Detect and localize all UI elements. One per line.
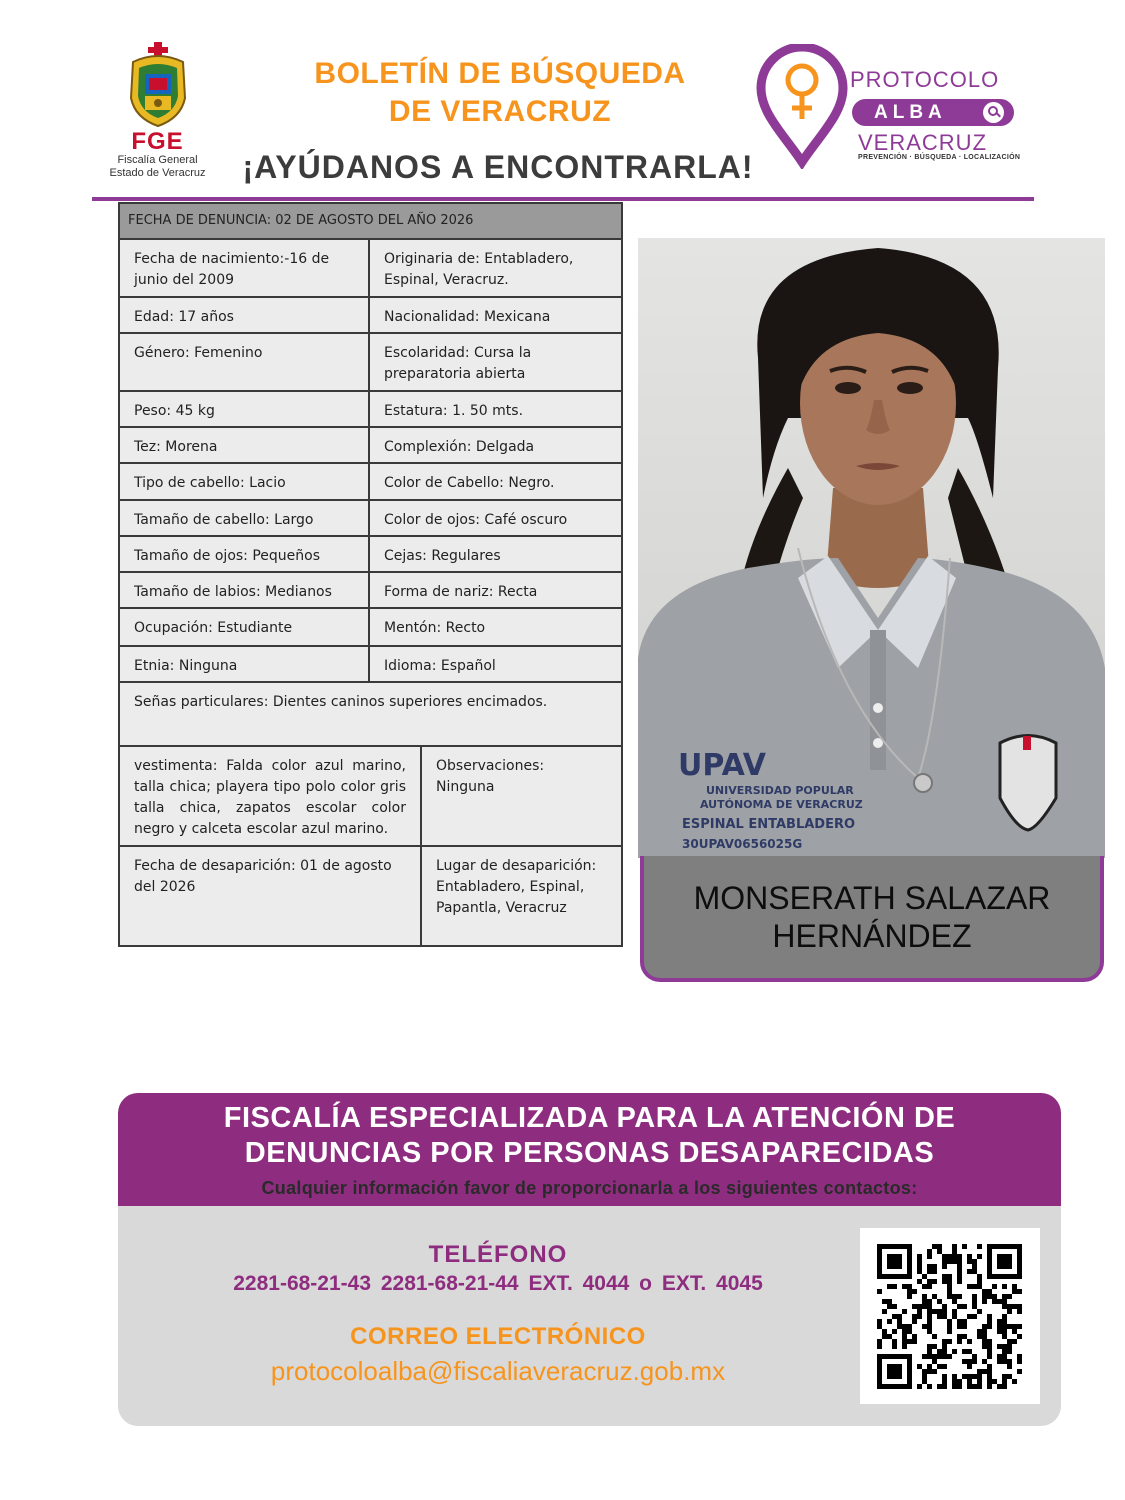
person-details-table	[118, 202, 623, 947]
call-to-action: ¡AYÚDANOS A ENCONTRARLA!	[242, 149, 754, 185]
eye-size-cell: Tamaño de ojos: Pequeños	[119, 536, 369, 572]
clothing-cell: vestimenta: Falda color azul marino, talla chica; playera tipo polo color gris talla chica, zapatos escolar color negro y calceta escolar azul marino.	[119, 746, 421, 846]
person-name-line2: HERNÁNDEZ	[772, 918, 972, 954]
protocol-tagline: PREVENCIÓN · BÚSQUEDA · LOCALIZACIÓN	[858, 154, 1021, 161]
report-date-cell	[119, 203, 622, 239]
header-divider	[92, 197, 1034, 201]
hair-type-cell: Tipo de cabello: Lacio	[119, 463, 369, 500]
footer-title-line1: FISCALÍA ESPECIALIZADA PARA LA ATENCIÓN DE	[223, 1102, 956, 1134]
protocol-line3: VERACRUZ	[858, 130, 988, 155]
contact-panel	[118, 1206, 1061, 1426]
lip-size-cell: Tamaño de labios: Medianos	[119, 572, 369, 608]
report-date-value: 02 DE AGOSTO DEL AÑO 2026	[275, 213, 474, 228]
fge-name-line2: Estado de Veracruz	[109, 167, 206, 179]
location-pin-female-icon	[755, 44, 850, 169]
alba-pill	[852, 99, 1014, 126]
protocolo-alba-logo	[755, 44, 1025, 169]
bulletin-title	[230, 55, 770, 131]
birth-date-cell: Fecha de nacimiento:-16 de junio del 2009	[119, 239, 369, 297]
particular-signs-cell: Señas particulares: Dientes caninos superiores encimados.	[119, 682, 622, 746]
disappearance-place-cell	[421, 846, 622, 946]
eye-color-cell: Color de ojos: Café oscuro	[369, 500, 622, 536]
phone-numbers: 2281-68-21-43 2281-68-21-44 EXT. 4044 o EXT. 4045	[233, 1272, 763, 1295]
shirt-text-code: 30UPAV0656025G	[682, 837, 803, 851]
nationality-cell: Nacionalidad: Mexicana	[369, 297, 622, 333]
qr-code-icon[interactable]	[860, 1228, 1040, 1404]
coat-of-arms-icon	[123, 40, 193, 128]
email-link[interactable]: protocoloalba@fiscaliaveracruz.gob.mx	[270, 1356, 726, 1386]
hair-color-cell: Color de Cabello: Negro.	[369, 463, 622, 500]
footer-title	[118, 1101, 1061, 1171]
weight-cell: Peso: 45 kg	[119, 391, 369, 427]
phone-label: TELÉFONO	[428, 1241, 568, 1268]
footer-header	[118, 1093, 1061, 1206]
height-cell: Estatura: 1. 50 mts.	[369, 391, 622, 427]
education-cell: Escolaridad: Cursa la preparatoria abierta	[369, 333, 622, 391]
qr-code-pattern	[874, 1242, 1026, 1390]
observations-cell	[421, 746, 622, 846]
build-cell: Complexión: Delgada	[369, 427, 622, 463]
disappearance-date-cell: Fecha de desaparición: 01 de agosto del 2026	[119, 846, 421, 946]
fge-logo	[100, 40, 215, 185]
protocol-line1: PROTOCOLO	[850, 67, 1000, 92]
observations-label: Observaciones:	[436, 758, 545, 774]
age-cell: Edad: 17 años	[119, 297, 369, 333]
person-name	[684, 879, 1061, 955]
occupation-cell: Ocupación: Estudiante	[119, 608, 369, 646]
fge-acronym: FGE	[131, 128, 184, 155]
origin-cell: Originaria de: Entabladero, Espinal, Veracruz.	[369, 239, 622, 297]
bulletin-title-line2: DE VERACRUZ	[388, 95, 612, 128]
protocol-line2: ALBA	[874, 102, 947, 123]
footer-subtitle: Cualquier información favor de proporcionarla a los siguientes contactos:	[261, 1178, 918, 1198]
fge-name-line1: Fiscalía General	[117, 154, 198, 166]
ethnicity-cell: Etnia: Ninguna	[119, 646, 369, 682]
complexion-tone-cell: Tez: Morena	[119, 427, 369, 463]
nose-shape-cell: Forma de nariz: Recta	[369, 572, 622, 608]
observations-value: Ninguna	[436, 779, 495, 795]
language-cell: Idioma: Español	[369, 646, 622, 682]
shirt-text-autonomous: AUTÓNOMA DE VERACRUZ	[700, 798, 863, 811]
hair-length-cell: Tamaño de cabello: Largo	[119, 500, 369, 536]
disappearance-place-value: Entabladero, Espinal, Papantla, Veracruz	[436, 879, 585, 916]
person-name-card	[640, 856, 1104, 982]
shirt-text-campus: ESPINAL ENTABLADERO	[682, 817, 856, 832]
person-name-line1: MONSERATH SALAZAR	[693, 880, 1051, 916]
shirt-text-upav: UPAV	[678, 748, 766, 783]
disappearance-place-label: Lugar de desaparición:	[436, 858, 597, 874]
person-photo	[638, 238, 1105, 858]
gender-cell: Género: Femenino	[119, 333, 369, 391]
report-date-label: FECHA DE DENUNCIA:	[128, 213, 272, 228]
shirt-text-university: UNIVERSIDAD POPULAR	[706, 784, 854, 797]
email-label: CORREO ELECTRÓNICO	[350, 1323, 646, 1350]
footer-title-line2: DENUNCIAS POR PERSONAS DESAPARECIDAS	[244, 1137, 935, 1169]
chin-cell: Mentón: Recto	[369, 608, 622, 646]
portrait-illustration	[638, 238, 1105, 858]
bulletin-title-line1: BOLETÍN DE BÚSQUEDA	[314, 57, 686, 90]
search-icon	[983, 102, 1004, 123]
eyebrows-cell: Cejas: Regulares	[369, 536, 622, 572]
